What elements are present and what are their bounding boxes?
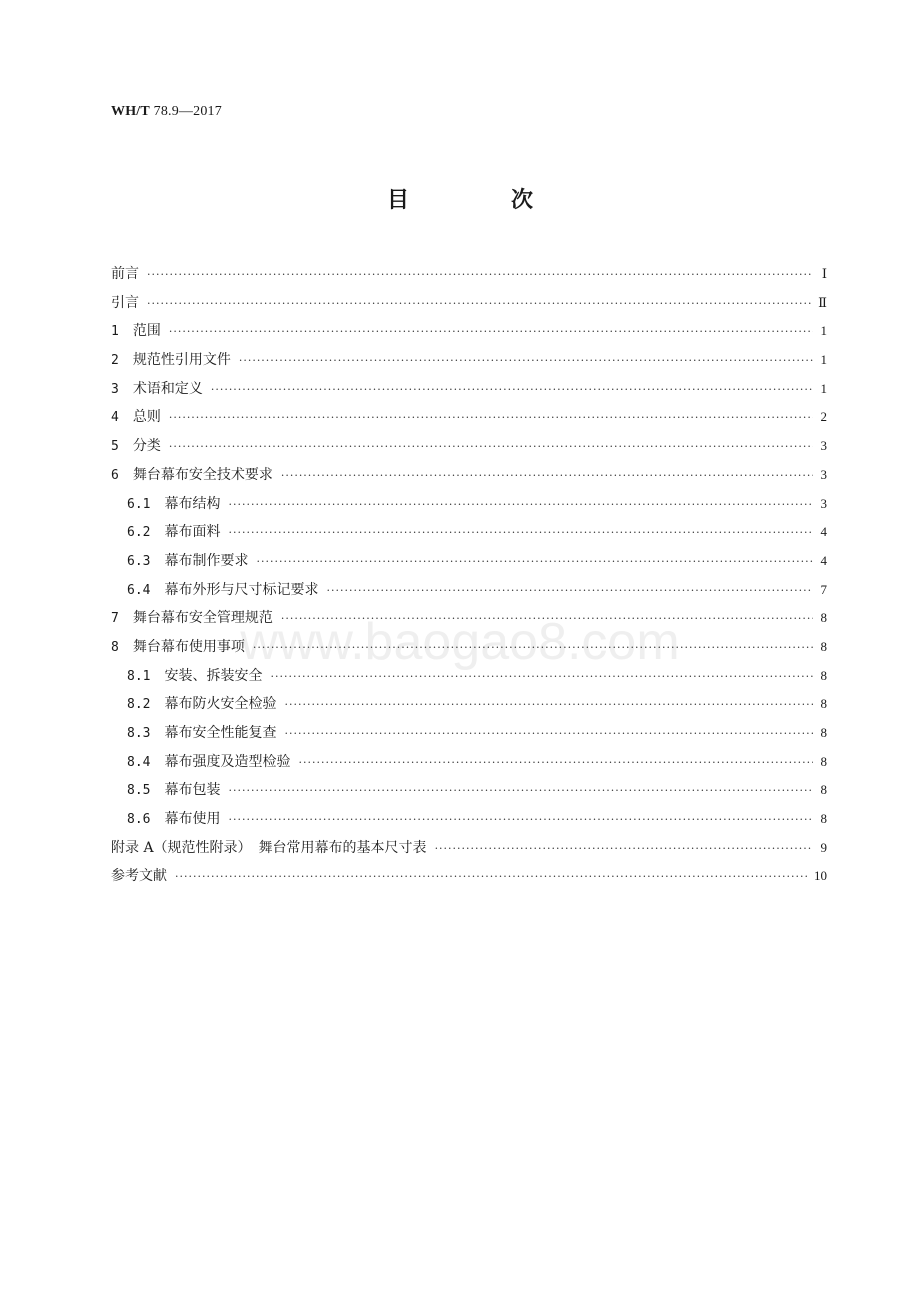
toc-entry-page: Ⅰ [821,266,827,281]
toc-entry[interactable] [111,633,827,662]
toc-entry-number: 1 [111,324,119,340]
toc-leader-dots [298,749,813,778]
toc-entry-page: 8 [820,782,827,798]
standard-code [111,104,222,120]
toc-entry-title: 幕布制作要求 [164,552,249,569]
toc-leader-dots [228,491,813,520]
toc-leader-dots [270,663,813,692]
toc-entry-number: 6 [111,467,119,483]
toc-entry-page: 8 [820,610,827,626]
toc-entry-number: 8.3 [127,726,151,741]
toc-entry-title: 术语和定义 [132,380,203,397]
toc-leader-dots [284,720,813,749]
toc-leader-dots [281,605,813,634]
standard-code-prefix: WH/T [111,104,150,119]
toc-leader-dots [228,806,813,835]
toc-entry[interactable] [111,403,827,432]
toc-entry-number: 8.4 [127,754,151,770]
toc-entry-title: 分类 [132,438,161,455]
toc-entry-page: 10 [814,868,827,884]
toc-entry[interactable] [111,662,827,691]
toc-entry-page: 1 [820,323,827,339]
toc-leader-dots [253,634,813,663]
toc-entry-number: 5 [111,439,119,455]
toc-entry-page: 3 [820,438,827,454]
toc-leader-dots [281,462,813,491]
watermark: www.baogao8.com [240,613,680,671]
toc-entry-page: 2 [820,409,827,425]
toc-entry[interactable] [111,346,827,375]
toc-leader-dots [228,777,813,806]
toc-entry-title: 幕布面料 [164,524,221,541]
toc-entry-title: 范围 [132,323,161,340]
toc-entry-title: 幕布使用 [164,811,221,828]
toc-leader-dots [284,691,813,720]
toc-leader-dots [239,347,813,376]
toc-entry-page: 8 [820,667,827,683]
toc-entry-title: 幕布结构 [164,495,221,512]
toc-entry-title: 规范性引用文件 [132,352,231,369]
toc-entry-page: 8 [820,638,827,654]
toc-entry-title: 舞台幕布使用事项 [132,638,245,655]
toc-entry-title: 幕布包装 [164,782,221,799]
page-title: 目 次 [386,188,573,213]
toc-entry-page: 3 [820,495,827,511]
toc-entry-title: 附录 A（规范性附录） 舞台常用幕布的基本尺寸表 [111,839,427,856]
toc-entry-title: 幕布外形与尺寸标记要求 [164,581,319,598]
toc-entry-title: 幕布防火安全检验 [164,696,277,713]
toc-entry-number: 4 [111,410,119,426]
toc-entry-number: 6.4 [127,582,151,598]
toc-leader-dots [326,577,813,606]
toc-entry-page: 3 [820,466,827,482]
toc-entry[interactable] [111,776,827,805]
toc-entry[interactable] [111,432,827,461]
toc-leader-dots [228,519,813,548]
toc-entry-number: 3 [111,381,119,397]
toc-entry[interactable] [111,461,827,490]
toc-leader-dots [169,433,813,462]
toc-entry-number: 6.1 [127,496,151,512]
toc-leader-dots [169,318,813,347]
toc-entry-number: 7 [111,611,119,627]
toc-entry[interactable] [111,260,827,289]
toc-entry-title: 总则 [132,409,161,426]
toc-leader-dots [147,261,813,290]
toc-entry-number: 8.2 [127,697,151,713]
toc-entry-number: 6.2 [127,525,151,541]
toc-entry[interactable] [111,834,827,863]
toc-entry[interactable] [111,547,827,576]
toc-entry-page: 8 [820,696,827,712]
toc-entry[interactable] [111,518,827,547]
toc-entry-title: 舞台幕布安全管理规范 [132,610,273,627]
toc-entry[interactable] [111,690,827,719]
toc-entry[interactable] [111,862,827,891]
toc-entry[interactable] [111,375,827,404]
toc-entry-page: 7 [820,581,827,597]
toc-entry-number: 8.5 [127,783,151,799]
toc-entry[interactable] [111,805,827,834]
toc-entry[interactable] [111,719,827,748]
toc-entry-page: 8 [820,811,827,827]
toc-entry-page: 9 [820,839,827,855]
toc-entry-title: 引言 [111,294,139,311]
toc-entry-number: 2 [111,353,119,369]
toc-entry[interactable] [111,289,827,318]
toc-entry-page: Ⅱ [818,294,827,310]
toc-entry-title: 幕布安全性能复查 [164,725,277,741]
table-of-contents [111,260,827,891]
toc-leader-dots [147,290,812,319]
toc-entry-page: 4 [820,552,827,568]
toc-leader-dots [256,548,813,577]
toc-entry-title: 安装、拆装安全 [164,667,263,684]
toc-entry-title: 幕布强度及造型检验 [164,753,291,770]
toc-entry[interactable] [111,490,827,519]
toc-entry-page: 8 [820,753,827,769]
standard-code-number: 78.9—2017 [153,104,222,119]
toc-entry-page: 4 [820,524,827,540]
toc-entry[interactable] [111,604,827,633]
toc-leader-dots [211,376,813,405]
toc-entry-number: 6.3 [127,553,151,569]
toc-entry-number: 8.1 [127,668,151,684]
toc-entry-title: 舞台幕布安全技术要求 [132,466,273,483]
toc-leader-dots [169,404,813,433]
toc-entry-number: 8 [111,639,119,655]
toc-leader-dots [175,863,808,892]
toc-entry-page: 1 [820,380,827,396]
toc-entry-title: 前言 [111,266,139,282]
toc-entry-number: 8.6 [127,812,151,828]
toc-entry[interactable] [111,748,827,777]
toc-entry[interactable] [111,317,827,346]
toc-entry-title: 参考文献 [111,868,167,885]
toc-leader-dots [435,835,813,864]
toc-entry-page: 8 [820,725,827,740]
toc-entry-page: 1 [820,352,827,368]
toc-entry[interactable] [111,576,827,605]
